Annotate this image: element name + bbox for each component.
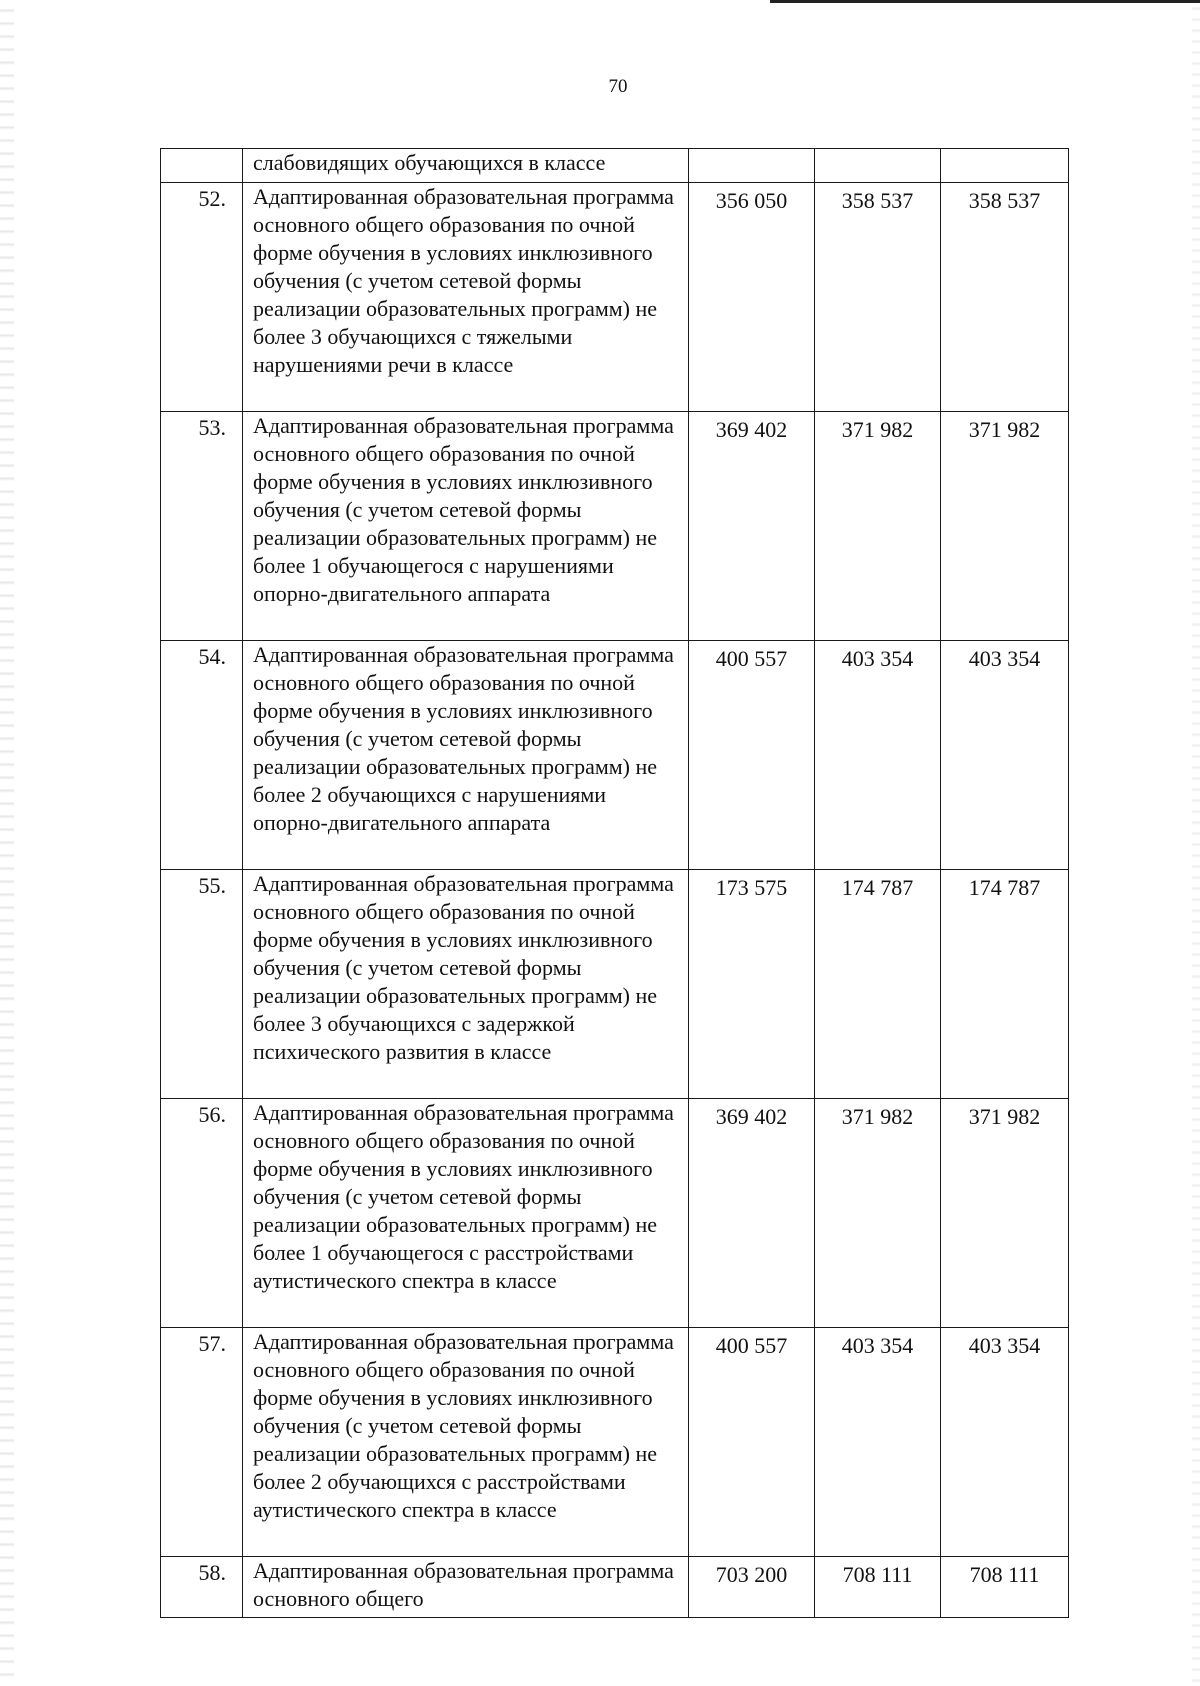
- scan-top-bar: [770, 0, 1200, 3]
- value-year-2: 358 537: [815, 183, 941, 412]
- value-year-2: 403 354: [815, 641, 941, 870]
- table-row: [161, 1328, 1069, 1557]
- value-year-1: [689, 149, 815, 183]
- program-name: Адаптированная образовательная программа основного общего образования по очной форме обучения в условиях инклюзивного обучения (с учетом сетевой формы реализации образовательных программ) не более 3 обучающихся с тяжелыми нарушениями речи в классе: [243, 183, 689, 412]
- value-year-1: 400 557: [689, 1328, 815, 1557]
- value-year-3: 403 354: [941, 641, 1069, 870]
- scan-edge-right: [1192, 0, 1200, 1686]
- row-number: 55.: [161, 870, 243, 1099]
- program-name: Адаптированная образовательная программа основного общего образования по очной форме обучения в условиях инклюзивного обучения (с учетом сетевой формы реализации образовательных программ) не более 2 обучающихся с расстройствами аутистического спектра в классе: [243, 1328, 689, 1557]
- table-row: [161, 870, 1069, 1099]
- value-year-3: 174 787: [941, 870, 1069, 1099]
- value-year-2: 174 787: [815, 870, 941, 1099]
- program-name: Адаптированная образовательная программа основного общего образования по очной форме обучения в условиях инклюзивного обучения (с учетом сетевой формы реализации образовательных программ) не более 1 обучающегося с расстройствами аутистического спектра в классе: [243, 1099, 689, 1328]
- table-row: [161, 412, 1069, 641]
- value-year-1: 703 200: [689, 1557, 815, 1618]
- page-number: 70: [608, 76, 628, 97]
- program-name: слабовидящих обучающихся в классе: [243, 149, 689, 183]
- value-year-2: [815, 149, 941, 183]
- table-row-continuation: [161, 149, 1069, 183]
- value-year-3: [941, 149, 1069, 183]
- tariff-table: [160, 148, 1069, 1618]
- value-year-1: 369 402: [689, 412, 815, 641]
- value-year-2: 708 111: [815, 1557, 941, 1618]
- value-year-3: 708 111: [941, 1557, 1069, 1618]
- value-year-1: 356 050: [689, 183, 815, 412]
- value-year-1: 173 575: [689, 870, 815, 1099]
- row-number: 54.: [161, 641, 243, 870]
- row-number: 58.: [161, 1557, 243, 1618]
- row-number: 52.: [161, 183, 243, 412]
- scan-edge-left: [0, 0, 14, 1686]
- table-row: [161, 1557, 1069, 1618]
- value-year-3: 371 982: [941, 412, 1069, 641]
- program-name: Адаптированная образовательная программа основного общего: [243, 1557, 689, 1618]
- row-number: [161, 149, 243, 183]
- table-row: [161, 1099, 1069, 1328]
- program-name: Адаптированная образовательная программа основного общего образования по очной форме обучения в условиях инклюзивного обучения (с учетом сетевой формы реализации образовательных программ) не более 1 обучающегося с нарушениями опорно-двигательного аппарата: [243, 412, 689, 641]
- value-year-2: 403 354: [815, 1328, 941, 1557]
- program-name: Адаптированная образовательная программа основного общего образования по очной форме обучения в условиях инклюзивного обучения (с учетом сетевой формы реализации образовательных программ) не более 2 обучающихся с нарушениями опорно-двигательного аппарата: [243, 641, 689, 870]
- row-number: 57.: [161, 1328, 243, 1557]
- value-year-2: 371 982: [815, 412, 941, 641]
- table-row: [161, 183, 1069, 412]
- table-row: [161, 641, 1069, 870]
- value-year-3: 371 982: [941, 1099, 1069, 1328]
- program-name: Адаптированная образовательная программа основного общего образования по очной форме обучения в условиях инклюзивного обучения (с учетом сетевой формы реализации образовательных программ) не более 3 обучающихся с задержкой психического развития в классе: [243, 870, 689, 1099]
- row-number: 53.: [161, 412, 243, 641]
- row-number: 56.: [161, 1099, 243, 1328]
- value-year-3: 358 537: [941, 183, 1069, 412]
- value-year-2: 371 982: [815, 1099, 941, 1328]
- value-year-1: 400 557: [689, 641, 815, 870]
- value-year-3: 403 354: [941, 1328, 1069, 1557]
- value-year-1: 369 402: [689, 1099, 815, 1328]
